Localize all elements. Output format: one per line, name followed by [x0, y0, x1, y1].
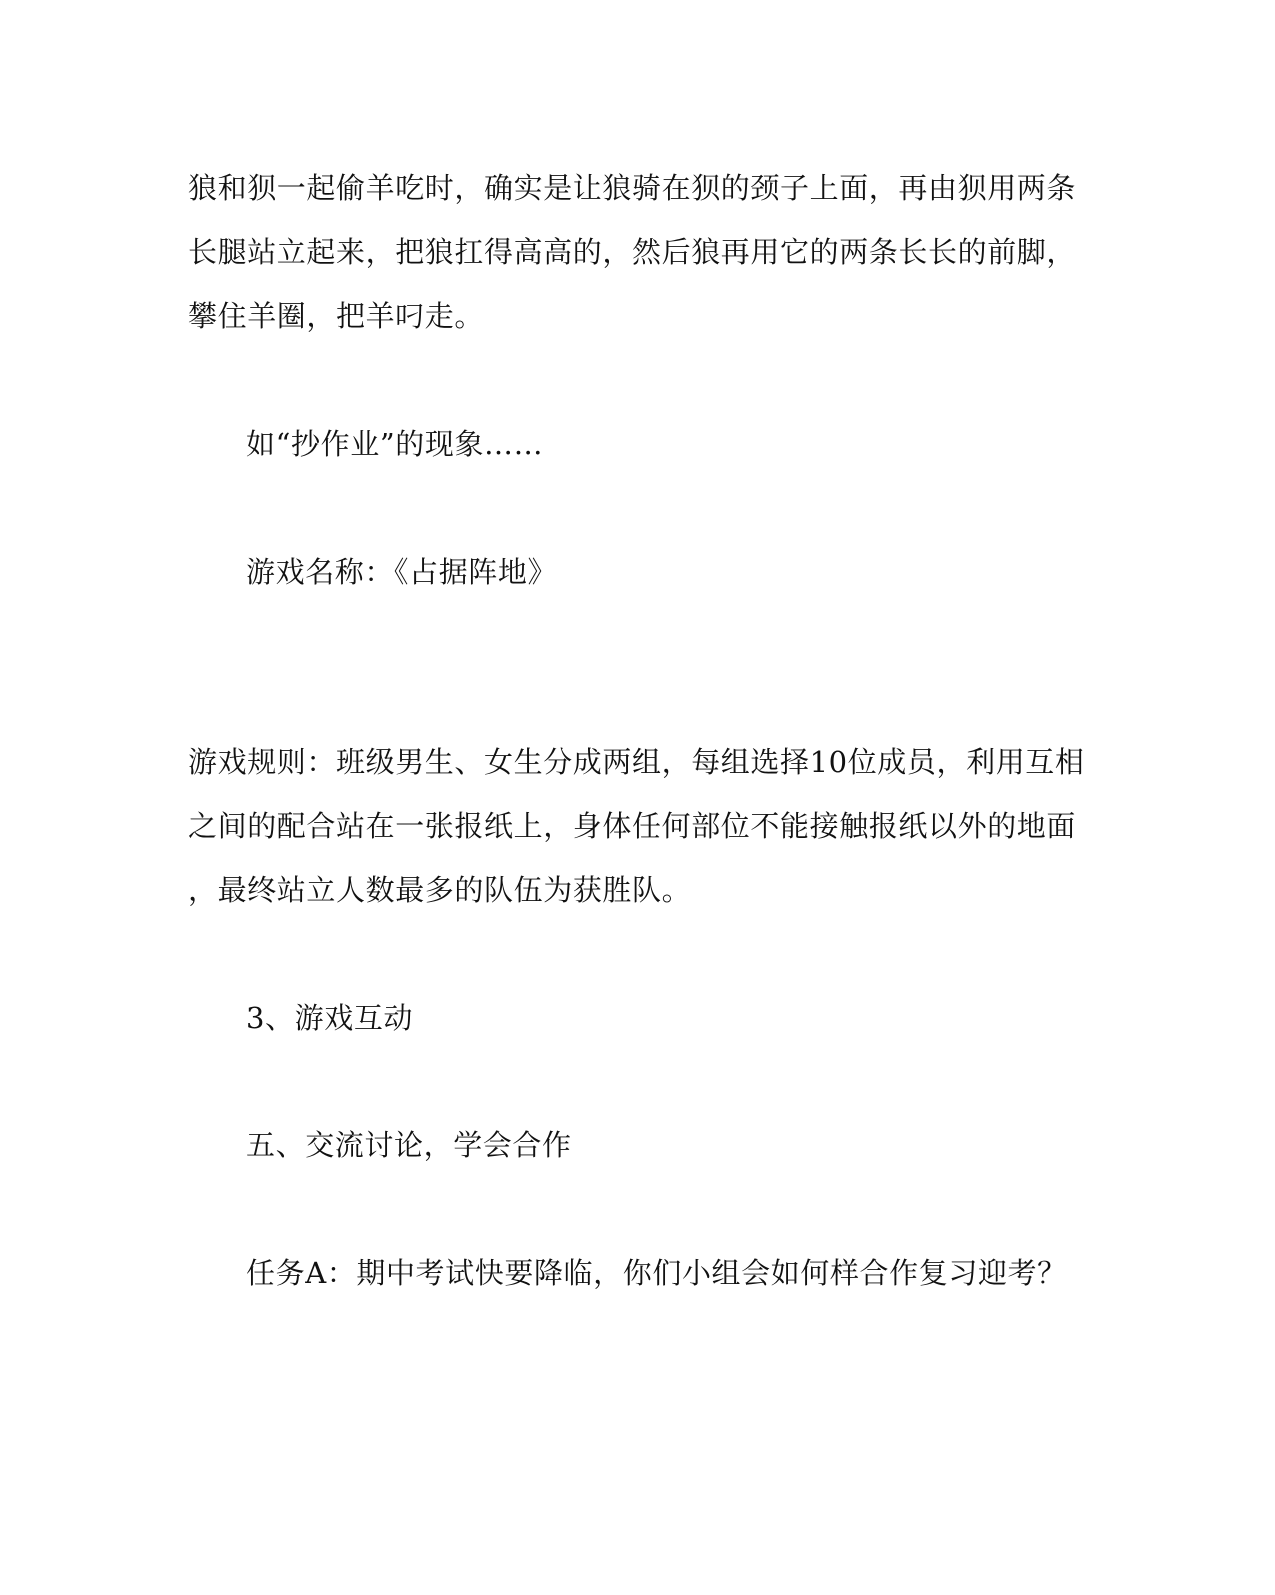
- task-a-line: 任务A：期中考试快要降临，你们小组会如何样合作复习迎考？: [246, 1256, 1067, 1290]
- section-5-heading: 五、交流讨论，学会合作: [246, 1128, 572, 1162]
- example-line: 如“抄作业”的现象……: [246, 427, 544, 461]
- step-3-heading: 3、游戏互动: [246, 1001, 414, 1035]
- paragraph-wolf-line-3: 攀住羊圈，把羊叼走。: [188, 299, 485, 333]
- game-rules-line-1: 游戏规则：班级男生、女生分成两组，每组选择10位成员，利用互相: [188, 745, 1085, 779]
- paragraph-wolf-line-1: 狼和狈一起偷羊吃时，确实是让狼骑在狈的颈子上面，再由狈用两条: [188, 171, 1077, 205]
- game-rules-line-2: 之间的配合站在一张报纸上，身体任何部位不能接触报纸以外的地面: [188, 809, 1077, 843]
- paragraph-wolf-line-2: 长腿站立起来，把狼扛得高高的，然后狼再用它的两条长长的前脚，: [188, 235, 1077, 269]
- game-rules-line-3: ，最终站立人数最多的队伍为获胜队。: [188, 873, 692, 907]
- game-name-line: 游戏名称：《占据阵地》: [246, 555, 558, 589]
